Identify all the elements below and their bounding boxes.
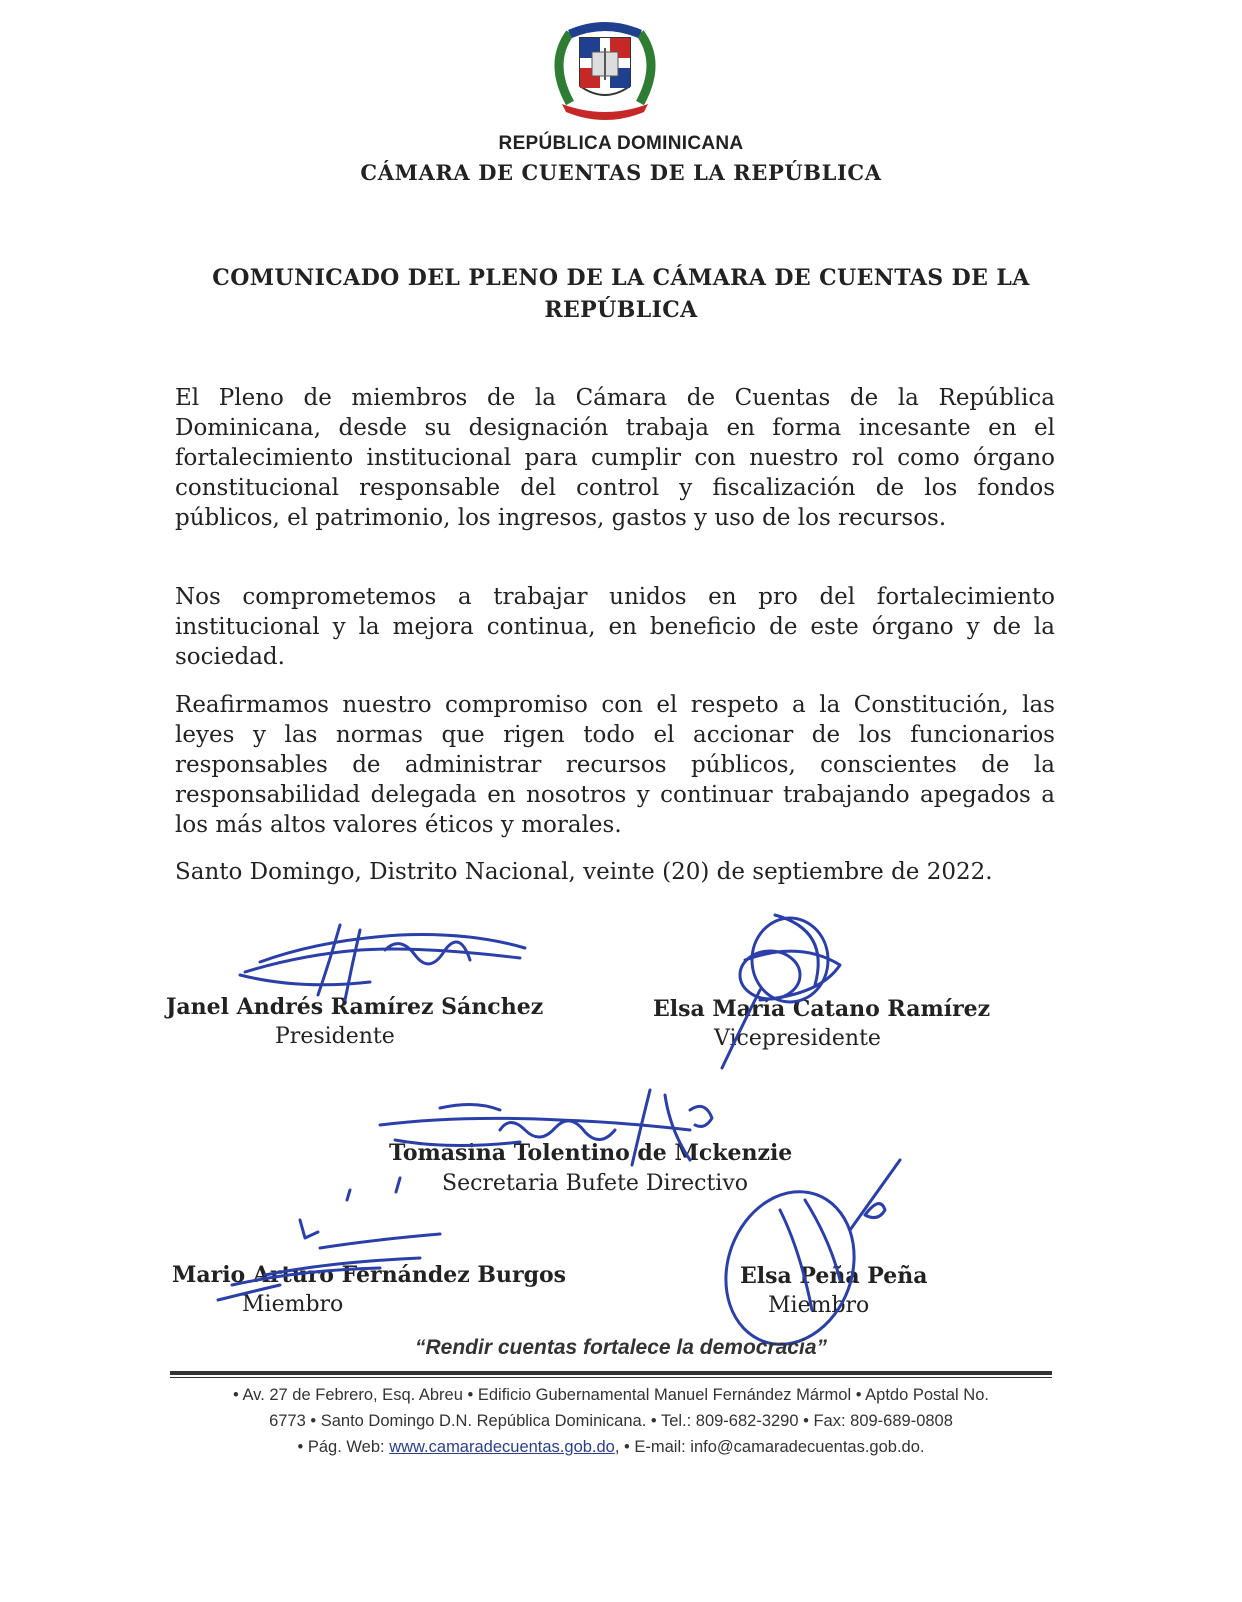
signatory-role-vicepresident: Vicepresidente (714, 1026, 881, 1051)
footer-web-line (150, 1434, 1072, 1460)
signatory-role-president: Presidente (275, 1024, 395, 1049)
signatory-name-member-2: Elsa Peña Peña (740, 1263, 928, 1289)
dateline: Santo Domingo, Distrito Nacional, veinte (20) de septiembre de 2022. (175, 859, 993, 885)
footer-contact (150, 1382, 1072, 1460)
paragraph-1: El Pleno de miembros de la Cámara de Cuentas de la República Dominicana, desde su designación trabaja en forma incesante en el fortalecimiento institucional para cumplir con nuestro rol como órgano constitucional responsable del control y fiscalización de los fondos públicos, el patrimonio, los ingresos, gastos y uso de los recursos. (175, 385, 1055, 531)
footer-address-line-1: • Av. 27 de Febrero, Esq. Abreu • Edificio Gubernamental Manuel Fernández Mármol • Aptdo Postal No. (233, 1386, 989, 1404)
slogan: “Rendir cuentas fortalece la democracia” (415, 1336, 827, 1359)
signatory-name-member-1: Mario Arturo Fernández Burgos (172, 1262, 567, 1288)
footer-web-label: • Pág. Web: (297, 1438, 385, 1456)
document-title: COMUNICADO DEL PLENO DE LA CÁMARA DE CUENTAS DE LA REPÚBLICA (212, 265, 1030, 323)
signatory-role-member-2: Miembro (768, 1293, 870, 1318)
paragraph-2: Nos comprometemos a trabajar unidos en pro del fortalecimiento institucional y la mejora continua, en beneficio de este órgano y de la sociedad. (175, 584, 1055, 670)
signatory-role-member-1: Miembro (242, 1292, 344, 1317)
footer-divider-thin (170, 1377, 1052, 1378)
footer-email: , • E-mail: info@camaradecuentas.gob.do. (614, 1438, 925, 1456)
institution-heading: CÁMARA DE CUENTAS DE LA REPÚBLICA (360, 160, 882, 185)
footer-divider (170, 1371, 1052, 1375)
paragraph-3: Reafirmamos nuestro compromiso con el respeto a la Constitución, las leyes y las normas que rigen todo el accionar de los funcionarios responsables de administrar recursos públicos, conscientes de la responsabilidad delegada en nosotros y continuar trabajando apegados a los más altos valores éticos y morales. (175, 692, 1055, 838)
coat-of-arms-emblem (540, 8, 670, 126)
website-link[interactable]: www.camaradecuentas.gob.do (389, 1438, 615, 1456)
signatory-name-president: Janel Andrés Ramírez Sánchez (166, 994, 544, 1020)
signatory-name-secretary: Tomasina Tolentino de Mckenzie (389, 1140, 793, 1166)
footer-address-line-2: 6773 • Santo Domingo D.N. República Dominicana. • Tel.: 809-682-3290 • Fax: 809-689-0808 (269, 1412, 953, 1430)
signatory-name-vicepresident: Elsa María Catano Ramírez (653, 996, 991, 1022)
signatory-role-secretary: Secretaria Bufete Directivo (442, 1171, 749, 1196)
country-heading: REPÚBLICA DOMINICANA (498, 133, 744, 154)
signature-president (240, 925, 525, 1000)
